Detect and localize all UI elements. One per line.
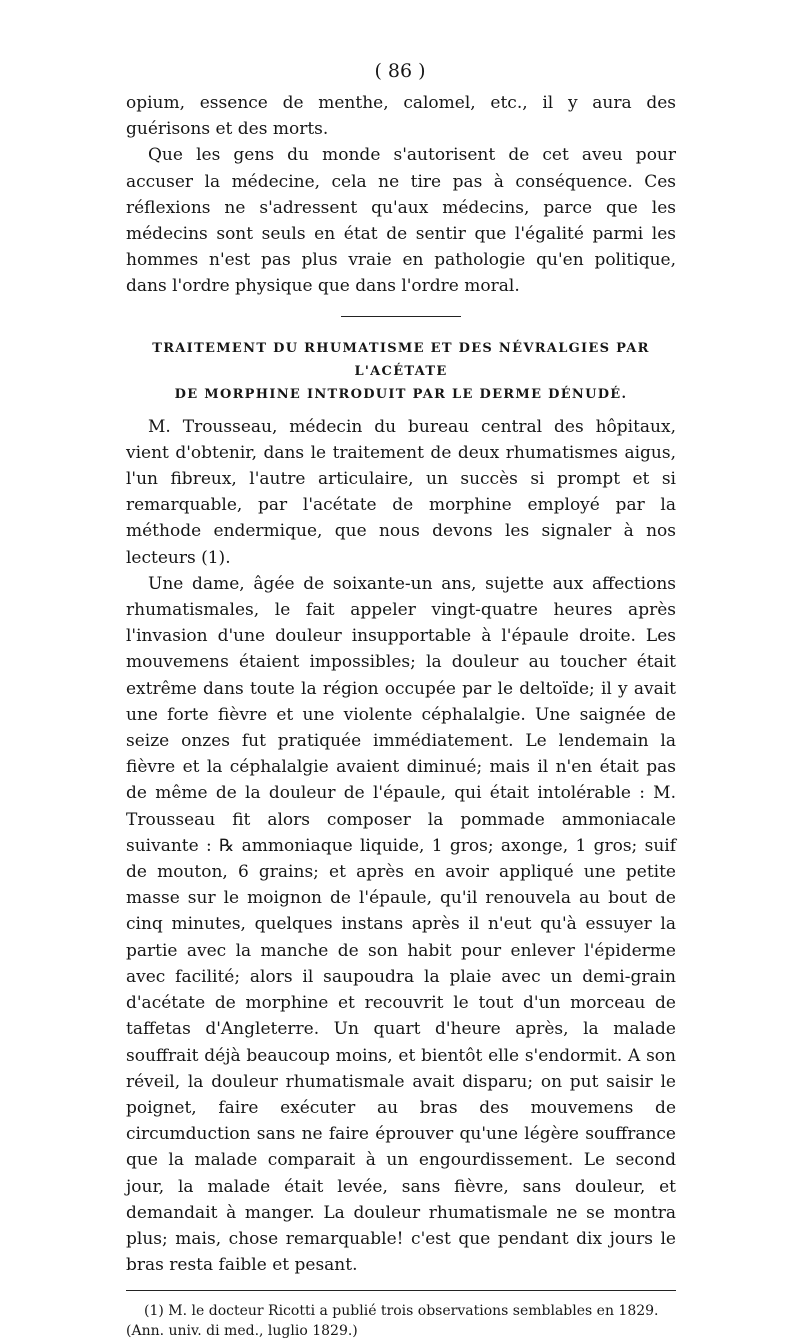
footnote-divider — [126, 1290, 676, 1291]
footnote-line-2: (Ann. univ. di med., luglio 1829.) — [126, 1323, 358, 1340]
paragraph-trousseau: M. Trousseau, médecin du bureau central des hôpitaux, vient d'obtenir, dans le traitement de deux rhumatismes aigus, l'un fibreux, l'autre articulaire, un succès si prompt et si remarquable, par l'acétate de morphine employé par la méthode endermique, que nous devons les signaler à nos lecteurs (1). — [126, 416, 676, 568]
paragraph-case-report: Une dame, âgée de soixante-un ans, sujette aux affections rhumatismales, le fait appeler vingt-quatre heures après l'invasion d'une douleur insupportable à l'épaule droite. Les mouvemens étaient impossibles; la douleur au toucher était extrême dans toute la région occupée par le deltoïde; il y avait une forte fièvre et une violente céphalalgie. Une saignée de seize onzes fut pratiquée immédiatement. Le lendemain la fièvre et la céphalalgie avaient diminué; mais il n'en était pas de même de la douleur de l'épaule, qui était intolérable : M. Trousseau fit alors composer la pommade ammoniacale suivante : ℞ ammoniaque liquide, 1 gros; axonge, 1 gros; suif de mouton, 6 grains; et après en avoir appliqué une petite masse sur le moignon de l'épaule, qu'il renouvela au bout de cinq minutes, quelques instans après il n'eut qu'à essuyer la partie avec la manche de son habit pour enlever l'épiderme avec facilité; alors il saupoudra la plaie avec un demi-grain d'acétate de morphine et recouvrit le tout d'un morceau de taffetas d'Angleterre. Un quart d'heure après, la malade souffrait déjà beaucoup moins, et bientôt elle s'endormit. A son réveil, la douleur rhumatismale avait disparu; on put saisir le poignet, faire exécuter au bras des mouvemens de circumduction sans ne faire éprouver qu'une légère souffrance que la malade comparait à un engourdissement. Le second jour, la malade était levée, sans fièvre, sans douleur, et demandait à manger. La douleur rhumatismale ne se montra plus; mais, chose remarquable! c'est que pendant dix jours le bras resta faible et pesant. — [126, 573, 676, 1276]
paragraph-reflexions: Que les gens du monde s'autorisent de cet aveu pour accuser la médecine, cela ne tire pas à conséquence. Ces réflexions ne s'adressent qu'aux médecins, parce que les médecins sont seuls en état de sentir que l'égalité parmi les hommes n'est pas plus vraie en pathologie qu'en politique, dans l'ordre physique que dans l'ordre moral. — [126, 145, 676, 297]
page-number: ( 86 ) — [374, 60, 426, 82]
section-heading — [126, 337, 676, 406]
continuation-paragraph: opium, essence de menthe, calomel, etc., il y aura des guérisons et des morts. — [126, 93, 676, 140]
section-heading-line-2: DE MORPHINE INTRODUIT PAR LE DERME DÉNUDÉ. — [174, 386, 628, 402]
footnote-line-1: (1) M. le docteur Ricotti a publié trois observations semblables en 1829. — [144, 1303, 659, 1320]
section-divider — [341, 316, 461, 317]
section-heading-line-1: TRAITEMENT DU RHUMATISME ET DES NÉVRALGIES PAR L'ACÉTATE — [152, 340, 650, 379]
footnote — [126, 1301, 676, 1341]
page-body — [126, 90, 676, 1341]
